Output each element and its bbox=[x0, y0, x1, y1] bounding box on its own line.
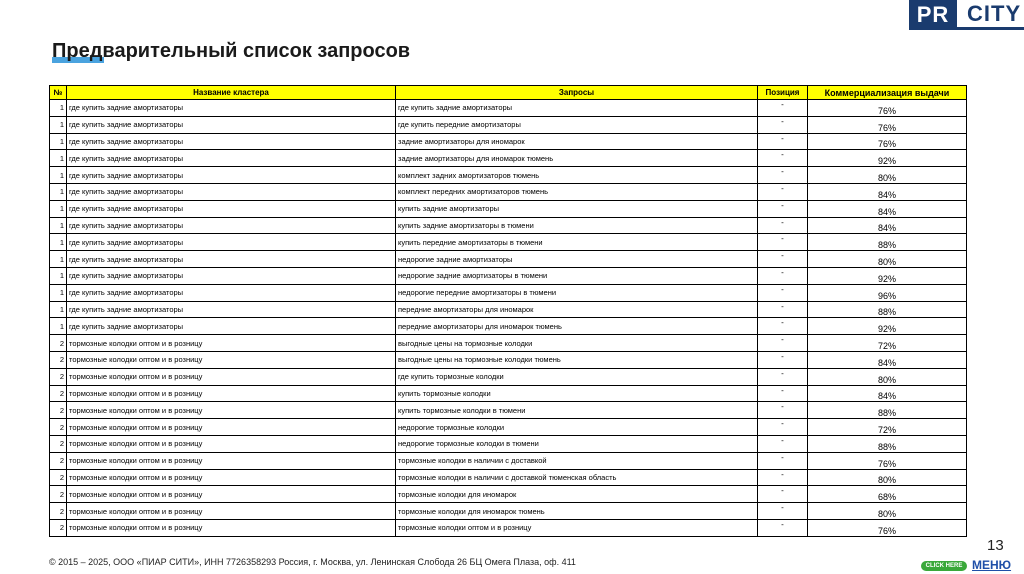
cell-query: недорогие тормозные колодки в тюмени bbox=[396, 435, 758, 452]
cell-position: - bbox=[758, 251, 808, 268]
cell-num: 1 bbox=[50, 167, 67, 184]
cell-commercial: 80% bbox=[808, 368, 967, 385]
cell-num: 1 bbox=[50, 217, 67, 234]
cell-cluster: тормозные колодки оптом и в розницу bbox=[67, 503, 396, 520]
cell-num: 1 bbox=[50, 200, 67, 217]
table-row bbox=[50, 402, 967, 419]
cell-commercial: 80% bbox=[808, 251, 967, 268]
table-row bbox=[50, 368, 967, 385]
cell-query: где купить тормозные колодки bbox=[396, 368, 758, 385]
cell-num: 1 bbox=[50, 267, 67, 284]
cell-num: 1 bbox=[50, 234, 67, 251]
cell-query: где купить передние амортизаторы bbox=[396, 116, 758, 133]
table-row bbox=[50, 251, 967, 268]
cell-query: задние амортизаторы для иномарок тюмень bbox=[396, 150, 758, 167]
cell-cluster: где купить задние амортизаторы bbox=[67, 100, 396, 117]
cell-cluster: тормозные колодки оптом и в розницу bbox=[67, 385, 396, 402]
footer-copyright: © 2015 – 2025, ООО «ПИАР СИТИ», ИНН 7726358293 Россия, г. Москва, ул. Ленинская Слобода 26 БЦ Омега Плаза, оф. 411 bbox=[49, 557, 576, 567]
cell-cluster: тормозные колодки оптом и в розницу bbox=[67, 519, 396, 536]
cell-commercial: 88% bbox=[808, 301, 967, 318]
table-body bbox=[50, 100, 967, 537]
cell-num: 2 bbox=[50, 385, 67, 402]
cell-position: - bbox=[758, 503, 808, 520]
cell-position: - bbox=[758, 183, 808, 200]
cell-position: - bbox=[758, 267, 808, 284]
table-row bbox=[50, 486, 967, 503]
table-row bbox=[50, 351, 967, 368]
cell-cluster: тормозные колодки оптом и в розницу bbox=[67, 452, 396, 469]
cell-commercial: 88% bbox=[808, 435, 967, 452]
cell-num: 2 bbox=[50, 503, 67, 520]
cell-position: - bbox=[758, 234, 808, 251]
cell-position: - bbox=[758, 452, 808, 469]
cell-commercial: 92% bbox=[808, 150, 967, 167]
cell-num: 2 bbox=[50, 351, 67, 368]
cell-query: тормозные колодки для иномарок тюмень bbox=[396, 503, 758, 520]
cell-cluster: тормозные колодки оптом и в розницу bbox=[67, 402, 396, 419]
table-row bbox=[50, 116, 967, 133]
cell-position: - bbox=[758, 133, 808, 150]
table-row bbox=[50, 519, 967, 536]
cell-position: - bbox=[758, 200, 808, 217]
cell-query: выгодные цены на тормозные колодки тюмень bbox=[396, 351, 758, 368]
cell-num: 1 bbox=[50, 251, 67, 268]
cell-position: - bbox=[758, 469, 808, 486]
cell-commercial: 68% bbox=[808, 486, 967, 503]
cell-num: 1 bbox=[50, 183, 67, 200]
page-title: Предварительный список запросов bbox=[52, 40, 411, 62]
table-header-row bbox=[50, 86, 967, 100]
cell-query: недорогие задние амортизаторы в тюмени bbox=[396, 267, 758, 284]
cell-query: недорогие передние амортизаторы в тюмени bbox=[396, 284, 758, 301]
cell-query: задние амортизаторы для иномарок bbox=[396, 133, 758, 150]
cell-query: тормозные колодки в наличии с доставкой bbox=[396, 452, 758, 469]
cell-query: тормозные колодки в наличии с доставкой тюменская область bbox=[396, 469, 758, 486]
cell-num: 1 bbox=[50, 150, 67, 167]
cell-query: где купить задние амортизаторы bbox=[396, 100, 758, 117]
cell-position: - bbox=[758, 351, 808, 368]
cell-num: 2 bbox=[50, 335, 67, 352]
cell-num: 2 bbox=[50, 368, 67, 385]
cell-cluster: где купить задние амортизаторы bbox=[67, 116, 396, 133]
cell-cluster: где купить задние амортизаторы bbox=[67, 133, 396, 150]
table-row bbox=[50, 167, 967, 184]
header-query: Запросы bbox=[396, 86, 758, 100]
header-num: № bbox=[50, 86, 67, 100]
cell-position: - bbox=[758, 301, 808, 318]
cell-commercial: 96% bbox=[808, 284, 967, 301]
table-row bbox=[50, 267, 967, 284]
cell-query: комплект передних амортизаторов тюмень bbox=[396, 183, 758, 200]
cell-position: - bbox=[758, 217, 808, 234]
cell-query: купить тормозные колодки bbox=[396, 385, 758, 402]
cell-num: 2 bbox=[50, 519, 67, 536]
cell-commercial: 80% bbox=[808, 503, 967, 520]
cell-commercial: 84% bbox=[808, 385, 967, 402]
cell-position: - bbox=[758, 368, 808, 385]
queries-table bbox=[49, 85, 967, 537]
cell-query: тормозные колодки для иномарок bbox=[396, 486, 758, 503]
table-row bbox=[50, 301, 967, 318]
cell-position: - bbox=[758, 335, 808, 352]
cell-position: - bbox=[758, 385, 808, 402]
cell-num: 1 bbox=[50, 133, 67, 150]
cell-query: недорогие тормозные колодки bbox=[396, 419, 758, 436]
cell-commercial: 76% bbox=[808, 133, 967, 150]
cell-commercial: 72% bbox=[808, 419, 967, 436]
cell-query: комплект задних амортизаторов тюмень bbox=[396, 167, 758, 184]
header-cluster: Название кластера bbox=[67, 86, 396, 100]
cell-commercial: 92% bbox=[808, 267, 967, 284]
cell-cluster: где купить задние амортизаторы bbox=[67, 150, 396, 167]
cell-num: 1 bbox=[50, 318, 67, 335]
table-row bbox=[50, 133, 967, 150]
cell-commercial: 72% bbox=[808, 335, 967, 352]
cell-query: купить задние амортизаторы в тюмени bbox=[396, 217, 758, 234]
page-number: 13 bbox=[987, 537, 1004, 554]
click-here-button[interactable]: CLICK HERE bbox=[921, 561, 967, 571]
cell-num: 1 bbox=[50, 116, 67, 133]
cell-query: тормозные колодки оптом и в розницу bbox=[396, 519, 758, 536]
cell-position: - bbox=[758, 318, 808, 335]
cell-commercial: 80% bbox=[808, 167, 967, 184]
table-row bbox=[50, 183, 967, 200]
cell-cluster: где купить задние амортизаторы bbox=[67, 217, 396, 234]
table-row bbox=[50, 318, 967, 335]
table-row bbox=[50, 419, 967, 436]
cell-commercial: 88% bbox=[808, 402, 967, 419]
cell-commercial: 76% bbox=[808, 452, 967, 469]
cell-cluster: где купить задние амортизаторы bbox=[67, 284, 396, 301]
cell-query: передние амортизаторы для иномарок bbox=[396, 301, 758, 318]
cell-commercial: 92% bbox=[808, 318, 967, 335]
cell-cluster: где купить задние амортизаторы bbox=[67, 251, 396, 268]
cell-query: купить задние амортизаторы bbox=[396, 200, 758, 217]
table-row bbox=[50, 217, 967, 234]
cell-num: 2 bbox=[50, 486, 67, 503]
cell-commercial: 76% bbox=[808, 100, 967, 117]
cell-commercial: 84% bbox=[808, 351, 967, 368]
cell-position: - bbox=[758, 167, 808, 184]
cell-commercial: 88% bbox=[808, 234, 967, 251]
menu-link[interactable]: МЕНЮ bbox=[972, 558, 1012, 572]
cell-position: - bbox=[758, 519, 808, 536]
brand-logo bbox=[909, 0, 1024, 30]
cell-position: - bbox=[758, 116, 808, 133]
cell-cluster: тормозные колодки оптом и в розницу bbox=[67, 419, 396, 436]
cell-num: 2 bbox=[50, 419, 67, 436]
table-row bbox=[50, 150, 967, 167]
table-row bbox=[50, 284, 967, 301]
cell-num: 2 bbox=[50, 435, 67, 452]
cell-query: купить тормозные колодки в тюмени bbox=[396, 402, 758, 419]
cell-cluster: тормозные колодки оптом и в розницу bbox=[67, 368, 396, 385]
cell-query: выгодные цены на тормозные колодки bbox=[396, 335, 758, 352]
cell-num: 1 bbox=[50, 100, 67, 117]
cell-num: 2 bbox=[50, 469, 67, 486]
cell-commercial: 80% bbox=[808, 469, 967, 486]
cell-position: - bbox=[758, 486, 808, 503]
header-position: Позиция bbox=[758, 86, 808, 100]
table-row bbox=[50, 234, 967, 251]
cell-position: - bbox=[758, 284, 808, 301]
cell-commercial: 84% bbox=[808, 183, 967, 200]
cell-position: - bbox=[758, 435, 808, 452]
logo-pr: PR bbox=[909, 0, 957, 30]
cell-commercial: 84% bbox=[808, 200, 967, 217]
cell-num: 1 bbox=[50, 301, 67, 318]
table-row bbox=[50, 435, 967, 452]
cell-cluster: где купить задние амортизаторы bbox=[67, 234, 396, 251]
cell-cluster: где купить задние амортизаторы bbox=[67, 318, 396, 335]
table-row bbox=[50, 335, 967, 352]
cell-cluster: тормозные колодки оптом и в розницу bbox=[67, 469, 396, 486]
cell-cluster: тормозные колодки оптом и в розницу bbox=[67, 486, 396, 503]
cell-query: купить передние амортизаторы в тюмени bbox=[396, 234, 758, 251]
logo-city: CITY bbox=[957, 0, 1024, 30]
cell-num: 2 bbox=[50, 402, 67, 419]
table-row bbox=[50, 385, 967, 402]
table-row bbox=[50, 100, 967, 117]
cell-commercial: 76% bbox=[808, 519, 967, 536]
cell-commercial: 76% bbox=[808, 116, 967, 133]
cell-position: - bbox=[758, 419, 808, 436]
cell-cluster: тормозные колодки оптом и в розницу bbox=[67, 435, 396, 452]
cell-position: - bbox=[758, 100, 808, 117]
cell-cluster: где купить задние амортизаторы bbox=[67, 267, 396, 284]
cell-num: 1 bbox=[50, 284, 67, 301]
cell-commercial: 84% bbox=[808, 217, 967, 234]
cell-cluster: тормозные колодки оптом и в розницу bbox=[67, 335, 396, 352]
table-row bbox=[50, 503, 967, 520]
cell-cluster: где купить задние амортизаторы bbox=[67, 301, 396, 318]
cell-position: - bbox=[758, 150, 808, 167]
cell-query: недорогие задние амортизаторы bbox=[396, 251, 758, 268]
cell-query: передние амортизаторы для иномарок тюмень bbox=[396, 318, 758, 335]
table-row bbox=[50, 452, 967, 469]
table-row bbox=[50, 469, 967, 486]
header-commercial: Коммерциализация выдачи bbox=[808, 86, 967, 100]
cell-cluster: где купить задние амортизаторы bbox=[67, 167, 396, 184]
cell-cluster: тормозные колодки оптом и в розницу bbox=[67, 351, 396, 368]
cell-cluster: где купить задние амортизаторы bbox=[67, 200, 396, 217]
cell-cluster: где купить задние амортизаторы bbox=[67, 183, 396, 200]
cell-position: - bbox=[758, 402, 808, 419]
table-row bbox=[50, 200, 967, 217]
cell-num: 2 bbox=[50, 452, 67, 469]
